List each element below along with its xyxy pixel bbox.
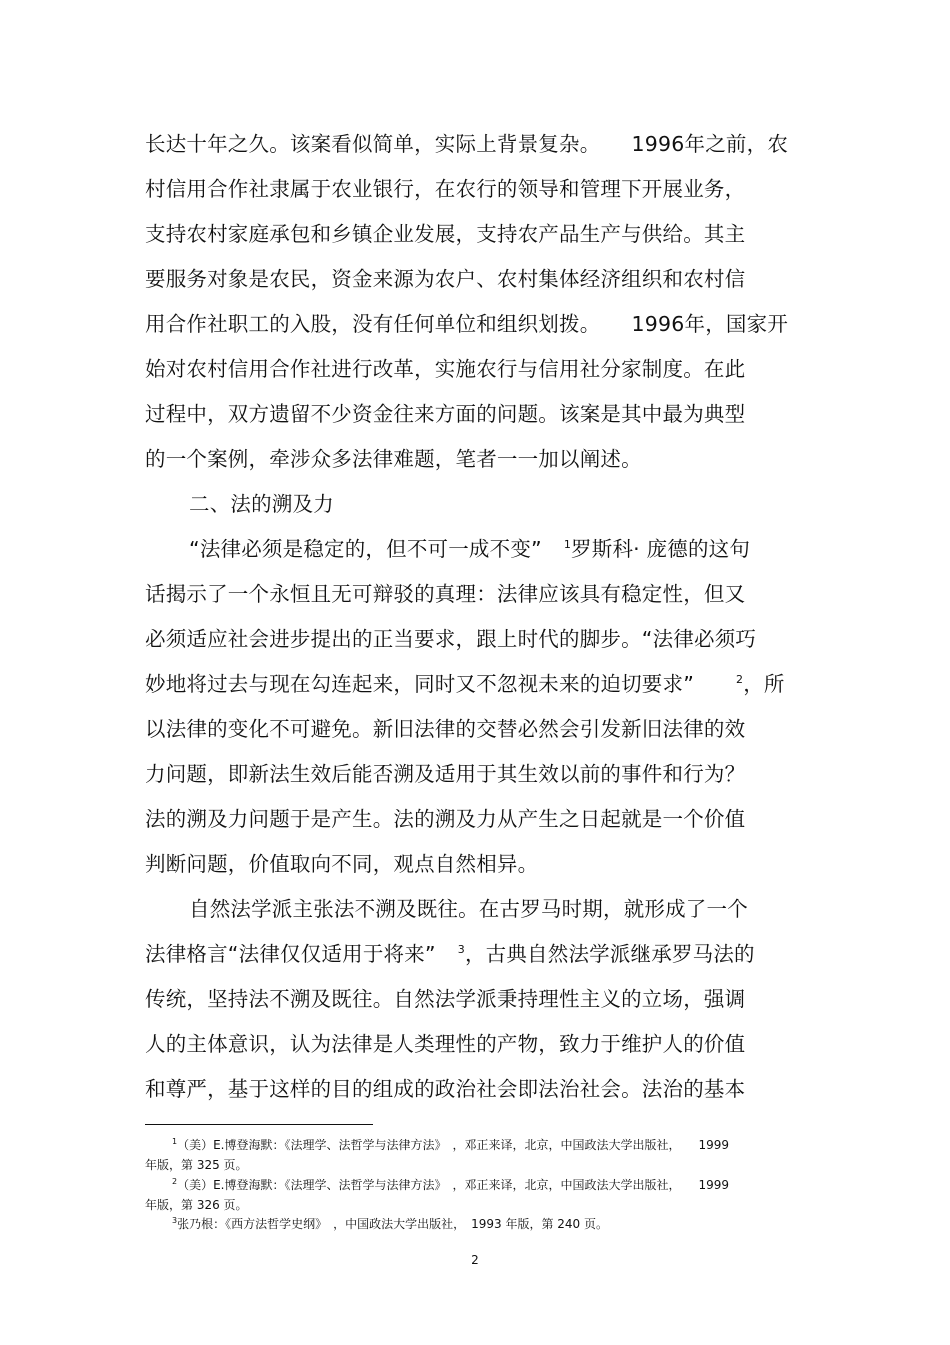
page-number: 2: [471, 1253, 479, 1267]
body-text-line: 判断问题，价值取向不同，观点自然相异。: [145, 852, 539, 876]
footnote-ref[interactable]: 3: [457, 943, 465, 957]
body-text-line: 过程中，双方遗留不少资金往来方面的问题。该案是其中最为典型: [145, 402, 746, 426]
body-text-line: 长达十年之久。该案看似简单，实际上背景复杂。 1996年之前，农: [145, 132, 789, 156]
footnote-2-cont: 年版，第 326 页。: [145, 1198, 248, 1212]
section-heading: 二、法的溯及力: [189, 492, 334, 516]
footnote-mark: 1: [172, 1137, 178, 1146]
footnote-1: $^1$（美）E.博登海默：《法理学、法哲学与法律方法》 ，邓正来译，北京，中国政法大学出版社， 1999: [172, 1137, 730, 1152]
body-text-line: 以法律的变化不可避免。新旧法律的交替必然会引发新旧法律的效: [145, 717, 746, 741]
footnote-separator: [145, 1124, 373, 1125]
body-text-line: 妙地将过去与现在勾连起来，同时又不忽视未来的迫切要求” $^2$，所: [145, 672, 785, 696]
body-text-line: 必须适应社会进步提出的正当要求，跟上时代的脚步。“法律必须巧: [145, 627, 757, 651]
body-text-line: 自然法学派主张法不溯及既往。在古罗马时期，就形成了一个: [189, 897, 748, 921]
body-text-line: 话揭示了一个永恒且无可辩驳的真理：法律应该具有稳定性，但又: [145, 582, 746, 606]
body-text-line: 法的溯及力问题于是产生。法的溯及力从产生之日起就是一个价值: [145, 807, 746, 831]
footnote-mark: 3: [172, 1216, 178, 1225]
footnote-mark: 2: [172, 1177, 178, 1186]
footnote-2: $^2$（美）E.博登海默：《法理学、法哲学与法律方法》 ，邓正来译，北京，中国政法大学出版社， 1999: [172, 1177, 730, 1192]
body-text-line: 用合作社职工的入股，没有任何单位和组织划拨。 1996年，国家开: [145, 312, 789, 336]
body-text-line: 支持农村家庭承包和乡镇企业发展，支持农产品生产与供给。其主: [145, 222, 746, 246]
body-text-line: 要服务对象是农民，资金来源为农户、农村集体经济组织和农村信: [145, 267, 746, 291]
body-text-line: 村信用合作社隶属于农业银行，在农行的领导和管理下开展业务，: [145, 177, 746, 201]
body-text-line: 法律格言“法律仅仅适用于将来” $^3$，古典自然法学派继承罗马法的: [145, 942, 755, 966]
footnote-1-cont: 年版，第 325 页。: [145, 1158, 248, 1172]
body-text-line: 人的主体意识，认为法律是人类理性的产物，致力于维护人的价值: [145, 1032, 746, 1056]
body-text-line: 力问题，即新法生效后能否溯及适用于其生效以前的事件和行为？: [145, 762, 746, 786]
body-text-line: 的一个案例，牵涉众多法律难题，笔者一一加以阐述。: [145, 447, 642, 471]
footnote-ref[interactable]: 1: [563, 538, 572, 552]
footnote-3: $^3$张乃根：《西方法哲学史纲》 ，中国政法大学出版社， 1993 年版，第 240 页。: [172, 1216, 608, 1231]
footnote-ref[interactable]: 2: [736, 673, 744, 687]
body-text-line: “法律必须是稳定的，但不可一成不变” $^1$罗斯科· 庞德的这句: [189, 537, 751, 561]
body-text-line: 始对农村信用合作社进行改革，实施农行与信用社分家制度。在此: [145, 357, 746, 381]
body-text-line: 和尊严，基于这样的目的组成的政治社会即法治社会。法治的基本: [145, 1077, 746, 1101]
body-text-line: 传统，坚持法不溯及既往。自然法学派秉持理性主义的立场，强调: [145, 987, 746, 1011]
